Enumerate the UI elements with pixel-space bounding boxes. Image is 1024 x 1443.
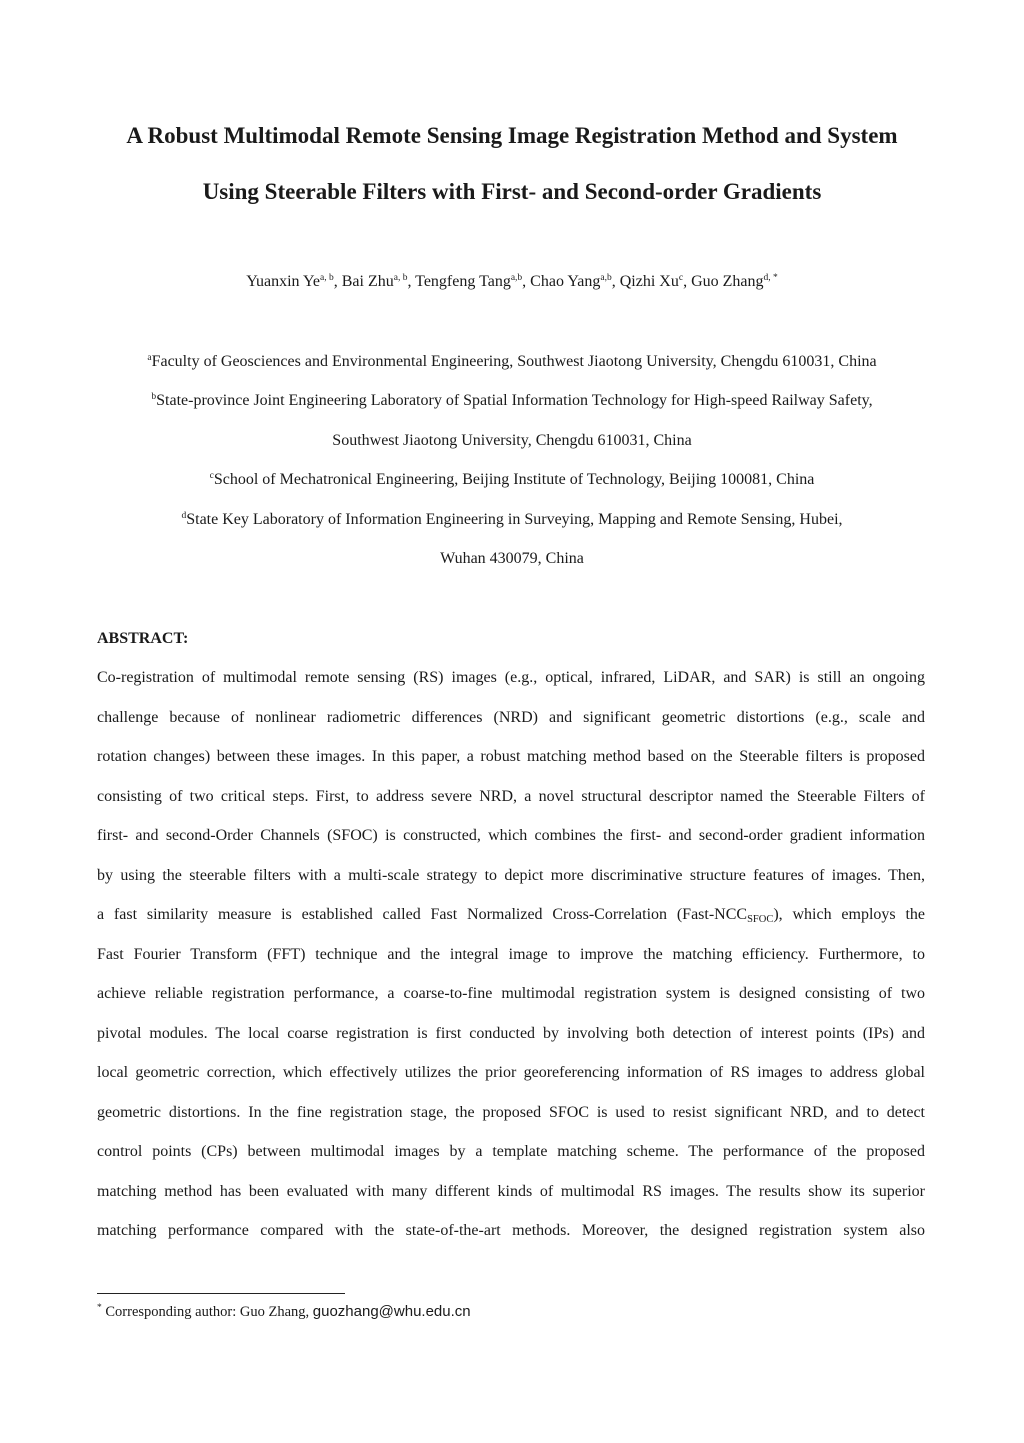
author-affiliation-mark: d, * <box>763 273 778 283</box>
abstract-line: achieve reliable registration performance, a coarse-to-fine multimodal registration system is designed consisting of two <box>97 985 925 1002</box>
abstract-heading: ABSTRACT: <box>97 630 189 647</box>
abstract-line: control points (CPs) between multimodal images by a template matching scheme. The performance of the proposed <box>97 1143 925 1160</box>
author-affiliation-mark: a,b <box>600 273 612 283</box>
abstract-line: consisting of two critical steps. First, to address severe NRD, a novel structural descriptor named the Steerable Filters of <box>97 788 925 805</box>
abstract-line: rotation changes) between these images. In this paper, a robust matching method based on the Steerable filters is proposed <box>97 748 925 765</box>
affiliation-a: $^a$Faculty of Geosciences and Environmental Engineering, Southwest Jiaotong University, Chengdu 610031, China <box>147 353 877 370</box>
author-name: Yuanxin Ye <box>246 273 321 290</box>
author-affiliation-mark: a,b <box>510 273 523 283</box>
affiliation-b: $^b$State-province Joint Engineering Laboratory of Spatial Information Technology for High-speed Railway Safety, <box>151 392 873 409</box>
author-name: Guo Zhang <box>691 273 764 290</box>
paper-title-line-1: A Robust Multimodal Remote Sensing Image Registration Method and System <box>126 123 898 148</box>
author-affiliation-mark: a, b <box>393 273 408 283</box>
author-name: Chao Yang <box>530 273 601 290</box>
abstract-line: pivotal modules. The local coarse registration is first conducted by involving both detection of interest points (IPs) and <box>97 1025 925 1042</box>
author-name: Qizhi Xu <box>619 273 679 290</box>
abstract-line: challenge because of nonlinear radiometric differences (NRD) and significant geometric distortions (e.g., scale and <box>97 709 925 726</box>
author-name: Tengfeng Tang <box>415 273 511 290</box>
affiliation-d-continued: Wuhan 430079, China <box>440 550 584 567</box>
author-affiliation-mark: c <box>678 273 684 283</box>
abstract-line: Fast Fourier Transform (FFT) technique and the integral image to improve the matching efficiency. Furthermore, to <box>97 946 925 963</box>
abstract-line-with-subscript: a fast similarity measure is established called Fast Normalized Cross-Correlation $(Fast-NCC_{SFOC})$, which employs the <box>97 906 925 925</box>
footnote-divider <box>97 1293 345 1294</box>
abstract-line: matching performance compared with the state-of-the-art methods. Moreover, the designed registration system also <box>97 1222 925 1239</box>
abstract-line: geometric distortions. In the fine registration stage, the proposed SFOC is used to resist significant NRD, and to detect <box>97 1104 925 1121</box>
abstract-line: Co-registration of multimodal remote sensing (RS) images (e.g., optical, infrared, LiDAR, and SAR) is still an ongoing <box>97 669 925 686</box>
abstract-line: first- and second-Order Channels (SFOC) is constructed, which combines the first- and second-order gradient information <box>97 827 925 844</box>
abstract-line: by using the steerable filters with a multi-scale strategy to depict more discriminative structure features of images. Then, <box>97 867 925 884</box>
affiliation-b-continued: Southwest Jiaotong University, Chengdu 610031, China <box>332 432 692 449</box>
affiliation-d: $^d$State Key Laboratory of Information Engineering in Surveying, Mapping and Remote Sensing, Hubei, <box>181 511 843 528</box>
abstract-line: local geometric correction, which effectively utilizes the prior georeferencing information of RS images to address global <box>97 1064 925 1081</box>
corresponding-author-footnote: * Corresponding author: Guo Zhang, guozhang@whu.edu.cn <box>97 1303 471 1320</box>
author-email: guozhang@whu.edu.cn <box>312 1303 471 1320</box>
paper-title-line-2: Using Steerable Filters with First- and Second-order Gradients <box>202 179 822 204</box>
author-name: Bai Zhu <box>341 273 394 290</box>
affiliation-c: $^c$School of Mechatronical Engineering, Beijing Institute of Technology, Beijing 100081, China <box>209 471 815 488</box>
author-affiliation-mark: a, b <box>320 273 334 283</box>
abstract-line: matching method has been evaluated with many different kinds of multimodal RS images. The results show its superior <box>97 1183 925 1200</box>
author-list: Yuanxin Ye$^{a, b}$, Bai Zhu$^{a, b}$, Tengfeng Tang$^{a,b}$, Chao Yang$^{a,b}$, Qizhi Xu$^c$, Guo Zhang$^{d, *}$ <box>246 273 778 290</box>
